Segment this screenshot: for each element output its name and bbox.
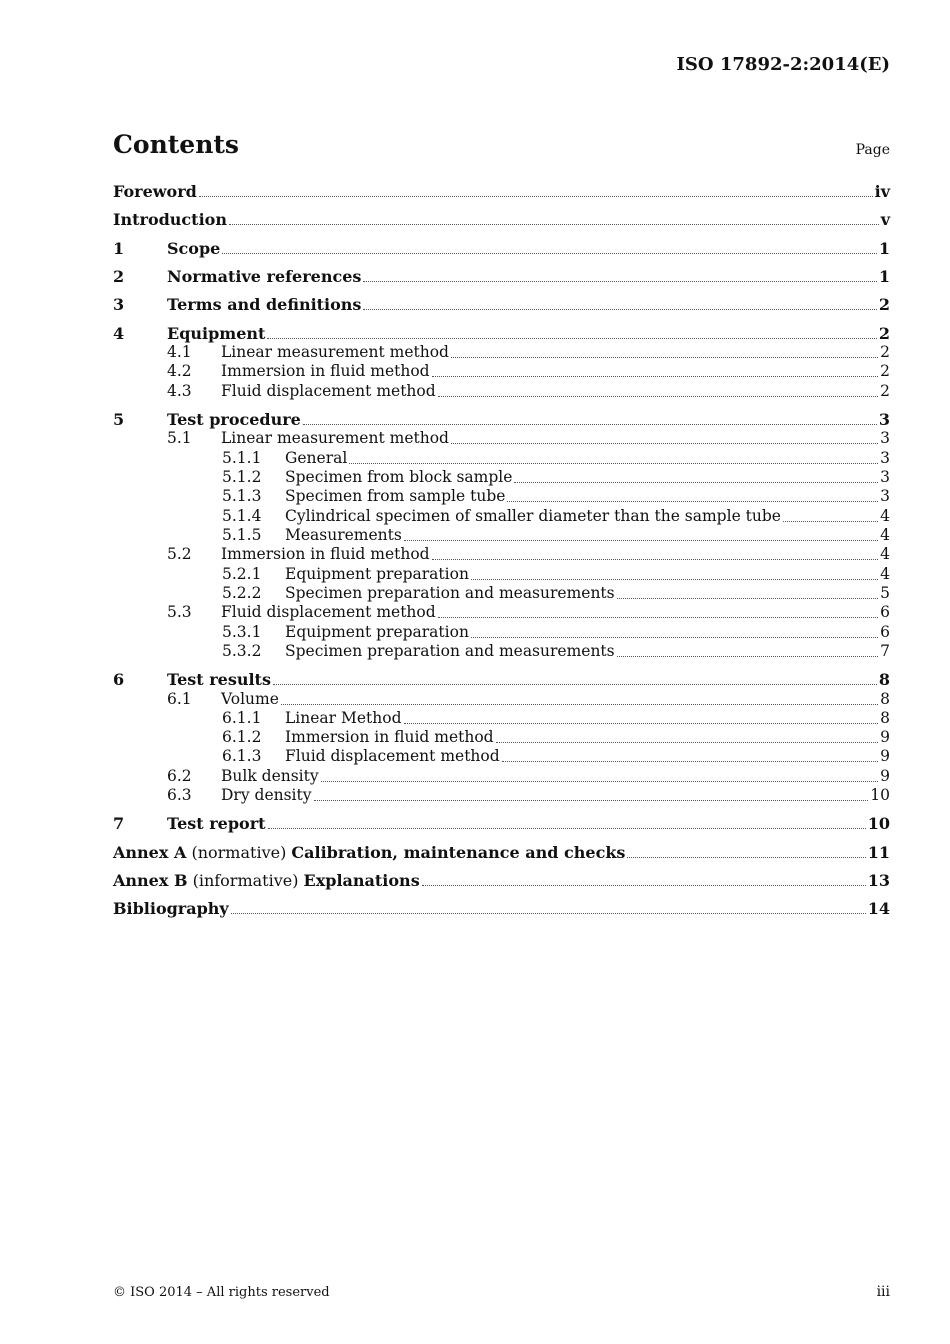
toc-dot-leader — [303, 424, 877, 425]
toc-entry[interactable] — [113, 767, 890, 786]
toc-entry-title-part: (normative) — [186, 843, 292, 862]
toc-entry-page: 14 — [867, 899, 890, 918]
toc-entry[interactable] — [113, 324, 890, 343]
toc-entry-title — [285, 623, 469, 642]
toc-entry-page: 3 — [878, 410, 890, 429]
toc-entry-number: 5.1.4 — [222, 507, 262, 525]
toc-entry-title-part: Immersion in fluid method — [221, 545, 430, 563]
toc-entry[interactable] — [113, 210, 890, 229]
toc-entry-title-part: (informative) — [187, 871, 304, 890]
toc-entry-title-part: Measurements — [285, 526, 402, 544]
toc-title: Contents — [113, 130, 240, 159]
toc-entry-page: 4 — [880, 526, 890, 544]
toc-entry-page: 5 — [880, 584, 890, 602]
toc-entry-title-part: Equipment preparation — [285, 623, 469, 641]
toc-entry-title-part: Equipment preparation — [285, 565, 469, 583]
toc-entry[interactable] — [113, 584, 890, 603]
toc-dot-leader — [363, 281, 876, 282]
toc-entry[interactable] — [113, 487, 890, 506]
toc-entry-page: iv — [874, 182, 890, 201]
toc-entry[interactable] — [113, 295, 890, 314]
toc-entry-title-part: Fluid displacement method — [221, 382, 436, 400]
toc-entry-title — [167, 239, 220, 258]
toc-entry[interactable] — [113, 642, 890, 661]
toc-entry-page: 9 — [880, 728, 890, 746]
toc-entry-page: 4 — [880, 565, 890, 583]
toc-entry-title — [221, 382, 436, 401]
toc-entry-number: 5.2.1 — [222, 565, 262, 583]
toc-dot-leader — [514, 482, 878, 483]
toc-dot-leader — [438, 396, 878, 397]
toc-entry-title-part: Bulk density — [221, 767, 319, 785]
toc-dot-leader — [432, 559, 879, 560]
toc-dot-leader — [422, 885, 866, 886]
toc-entry-page: 9 — [880, 747, 890, 765]
toc-entry-title-part: Terms and definitions — [167, 295, 362, 314]
toc-entry-title — [285, 642, 615, 661]
toc-entry-number: 6.3 — [167, 786, 192, 804]
toc-entry-number: 6.1.2 — [222, 728, 262, 746]
toc-dot-leader — [404, 540, 878, 541]
toc-entry-title-part: Test report — [167, 814, 266, 833]
toc-entry-title — [285, 487, 505, 506]
toc-entry-page: 6 — [880, 623, 890, 641]
toc-entry-number: 1 — [113, 239, 125, 258]
toc-dot-leader — [314, 800, 869, 801]
toc-entry-title-part: Annex A — [113, 843, 187, 862]
toc-entry-page: 10 — [870, 786, 890, 804]
toc-entry-page: 8 — [880, 690, 890, 708]
toc-entry-title-part: General — [285, 449, 348, 467]
toc-dot-leader — [783, 521, 878, 522]
toc-entry-page: 10 — [867, 814, 890, 833]
toc-entry-number: 3 — [113, 295, 125, 314]
toc-entry-number: 5.3 — [167, 603, 192, 621]
toc-dot-leader — [267, 338, 876, 339]
toc-entry[interactable] — [113, 565, 890, 584]
toc-entry[interactable] — [113, 182, 890, 201]
toc-dot-leader — [404, 723, 879, 724]
toc-entry[interactable] — [113, 728, 890, 747]
toc-dot-leader — [451, 443, 878, 444]
toc-entry-title — [285, 526, 402, 545]
toc-dot-leader — [281, 704, 878, 705]
toc-entry-number: 5.1.5 — [222, 526, 262, 544]
toc-entry-title — [113, 182, 197, 201]
toc-entry[interactable] — [113, 449, 890, 468]
toc-dot-leader — [268, 828, 866, 829]
toc-entry-number: 6 — [113, 670, 125, 689]
toc-entry-title — [167, 410, 301, 429]
toc-entry-number: 5.2 — [167, 545, 192, 563]
toc-entry-title — [221, 429, 449, 448]
toc-entry[interactable] — [113, 526, 890, 545]
toc-entry-title-part: Fluid displacement method — [221, 603, 436, 621]
toc-entry[interactable] — [113, 871, 890, 890]
toc-entry-title — [167, 324, 265, 343]
toc-entry-number: 7 — [113, 814, 125, 833]
toc-entry-title-part: Annex B — [113, 871, 188, 890]
toc-entry[interactable] — [113, 670, 890, 689]
toc-entry-title-part: Normative references — [167, 267, 362, 286]
toc-dot-leader — [617, 656, 879, 657]
toc-entry[interactable] — [113, 709, 890, 728]
toc-entry-title-part: Linear measurement method — [221, 343, 449, 361]
toc-entry[interactable] — [113, 747, 890, 766]
toc-entry-title-part: Specimen from sample tube — [285, 487, 506, 505]
toc-dot-leader — [349, 463, 878, 464]
toc-entry-title — [221, 362, 430, 381]
toc-dot-leader — [627, 857, 865, 858]
toc-entry[interactable] — [113, 545, 890, 564]
footer-page-number: iii — [876, 1284, 890, 1300]
toc-entry[interactable] — [113, 267, 890, 286]
toc-entry-title — [285, 728, 494, 747]
toc-dot-leader — [471, 637, 878, 638]
toc-entry[interactable] — [113, 603, 890, 622]
toc-entry-number: 6.1 — [167, 690, 192, 708]
toc-entry-title-part: Cylindrical specimen of smaller diameter than the sample tube — [285, 507, 781, 525]
toc-entry-title — [285, 584, 615, 603]
toc-entry-title — [113, 871, 420, 890]
toc-entry-title — [285, 449, 347, 468]
toc-entry[interactable] — [113, 468, 890, 487]
toc-entry-page: 3 — [880, 429, 890, 447]
toc-entry[interactable] — [113, 899, 890, 918]
toc-dot-leader — [496, 742, 879, 743]
toc-entry[interactable] — [113, 343, 890, 362]
toc-entry-title — [113, 843, 625, 862]
toc-entry-page: 1 — [878, 267, 890, 286]
toc-dot-leader — [229, 224, 879, 225]
toc-entry-title — [113, 899, 229, 918]
toc-dot-leader — [321, 781, 879, 782]
toc-entry-page: 8 — [878, 670, 890, 689]
toc-entry[interactable] — [113, 362, 890, 381]
toc-dot-leader — [507, 501, 878, 502]
toc-entry-title-part: Explanations — [303, 871, 420, 890]
toc-entry-title — [221, 545, 430, 564]
toc-entry-title — [167, 267, 361, 286]
toc-entry-title — [221, 343, 449, 362]
toc-entry-page: 2 — [878, 324, 890, 343]
toc-entry[interactable] — [113, 786, 890, 805]
toc-dot-leader — [222, 253, 877, 254]
toc-entry-page: 2 — [880, 343, 890, 361]
toc-entry-number: 5.1 — [167, 429, 192, 447]
toc-entry-page: 3 — [880, 449, 890, 467]
toc-entry-number: 5.2.2 — [222, 584, 262, 602]
toc-entry-title-part: Bibliography — [113, 899, 229, 918]
toc-entry-page: 13 — [867, 871, 890, 890]
toc-entry-page: 2 — [880, 362, 890, 380]
toc-dot-leader — [199, 196, 873, 197]
toc-entry-title-part: Calibration, maintenance and checks — [291, 843, 626, 862]
toc-entry[interactable] — [113, 239, 890, 258]
toc-entry-title-part: Dry density — [221, 786, 312, 804]
toc-entry-page: 9 — [880, 767, 890, 785]
toc-dot-leader — [363, 309, 876, 310]
toc-entry-title — [167, 670, 271, 689]
toc-entry-title-part: Fluid displacement method — [285, 747, 500, 765]
toc-entry-title-part: Test procedure — [167, 410, 301, 429]
toc-entry-page: 11 — [867, 843, 890, 862]
toc-entry-number: 4.1 — [167, 343, 192, 361]
toc-entry-title-part: Foreword — [113, 182, 197, 201]
toc-entry-page: 8 — [880, 709, 890, 727]
toc-dot-leader — [432, 376, 879, 377]
toc-entry-title-part: Linear Method — [285, 709, 402, 727]
toc-entry[interactable] — [113, 382, 890, 401]
toc-entry[interactable] — [113, 814, 890, 833]
toc-entry-title — [285, 468, 512, 487]
toc-dot-leader — [471, 579, 878, 580]
toc-entry-number: 5.1.1 — [222, 449, 262, 467]
toc-entry-title-part: Test results — [167, 670, 271, 689]
toc-entry-title — [167, 295, 361, 314]
toc-entry[interactable] — [113, 690, 890, 709]
toc-entry-number: 5.1.3 — [222, 487, 262, 505]
toc-entry[interactable] — [113, 429, 890, 448]
toc-entry-title — [285, 747, 500, 766]
toc-entry-number: 4.3 — [167, 382, 192, 400]
toc-entry-title-part: Linear measurement method — [221, 429, 449, 447]
toc-entry-title — [285, 507, 781, 526]
toc-entry-title-part: Equipment — [167, 324, 266, 343]
toc-entry-number: 4.2 — [167, 362, 192, 380]
toc-entry-page: 3 — [880, 487, 890, 505]
toc-entry-number: 5.3.1 — [222, 623, 262, 641]
page-column-label: Page — [855, 142, 890, 158]
toc-dot-leader — [231, 913, 866, 914]
toc-entry-page: 7 — [880, 642, 890, 660]
toc-entry-title — [221, 603, 436, 622]
toc-entry-number: 6.1.1 — [222, 709, 262, 727]
document-id: ISO 17892-2:2014(E) — [676, 54, 890, 75]
toc-entry[interactable] — [113, 410, 890, 429]
toc-entry-title-part: Specimen preparation and measurements — [285, 584, 615, 602]
toc-entry-number: 5.3.2 — [222, 642, 262, 660]
toc-entry-title-part: Immersion in fluid method — [285, 728, 494, 746]
toc-header — [113, 130, 890, 166]
toc-entry-page: 2 — [878, 295, 890, 314]
toc-entry-title — [285, 565, 469, 584]
toc-entry[interactable] — [113, 623, 890, 642]
toc-dot-leader — [502, 761, 878, 762]
toc-entry-title — [113, 210, 227, 229]
toc-entry-title-part: Introduction — [113, 210, 227, 229]
toc-entry-number: 2 — [113, 267, 125, 286]
toc-entry-title-part: Volume — [221, 690, 279, 708]
toc-entry-page: 4 — [880, 507, 890, 525]
toc-entry-title — [285, 709, 402, 728]
toc-entry-number: 6.1.3 — [222, 747, 262, 765]
toc-entry-title — [221, 786, 312, 805]
toc-entry-number: 4 — [113, 324, 125, 343]
toc-entry-title-part: Scope — [167, 239, 221, 258]
toc-entry-page: 6 — [880, 603, 890, 621]
toc-dot-leader — [438, 617, 878, 618]
toc-entry-number: 5 — [113, 410, 125, 429]
toc-entry-number: 6.2 — [167, 767, 192, 785]
toc-dot-leader — [451, 357, 878, 358]
toc-entry-title — [221, 767, 319, 786]
toc-entry[interactable] — [113, 507, 890, 526]
toc-entry-page: 1 — [878, 239, 890, 258]
toc-dot-leader — [273, 684, 877, 685]
toc-dot-leader — [617, 598, 879, 599]
toc-entry-page: 2 — [880, 382, 890, 400]
toc-entry-title-part: Immersion in fluid method — [221, 362, 430, 380]
toc-entry-title-part: Specimen from block sample — [285, 468, 513, 486]
footer-copyright: © ISO 2014 – All rights reserved — [113, 1285, 330, 1300]
toc-entry-page: 3 — [880, 468, 890, 486]
toc-entry-page: v — [880, 210, 890, 229]
toc-entry-page: 4 — [880, 545, 890, 563]
toc-entry-title-part: Specimen preparation and measurements — [285, 642, 615, 660]
toc-entry[interactable] — [113, 843, 890, 862]
toc-entry-title — [221, 690, 279, 709]
toc-entry-number: 5.1.2 — [222, 468, 262, 486]
toc-entry-title — [167, 814, 266, 833]
